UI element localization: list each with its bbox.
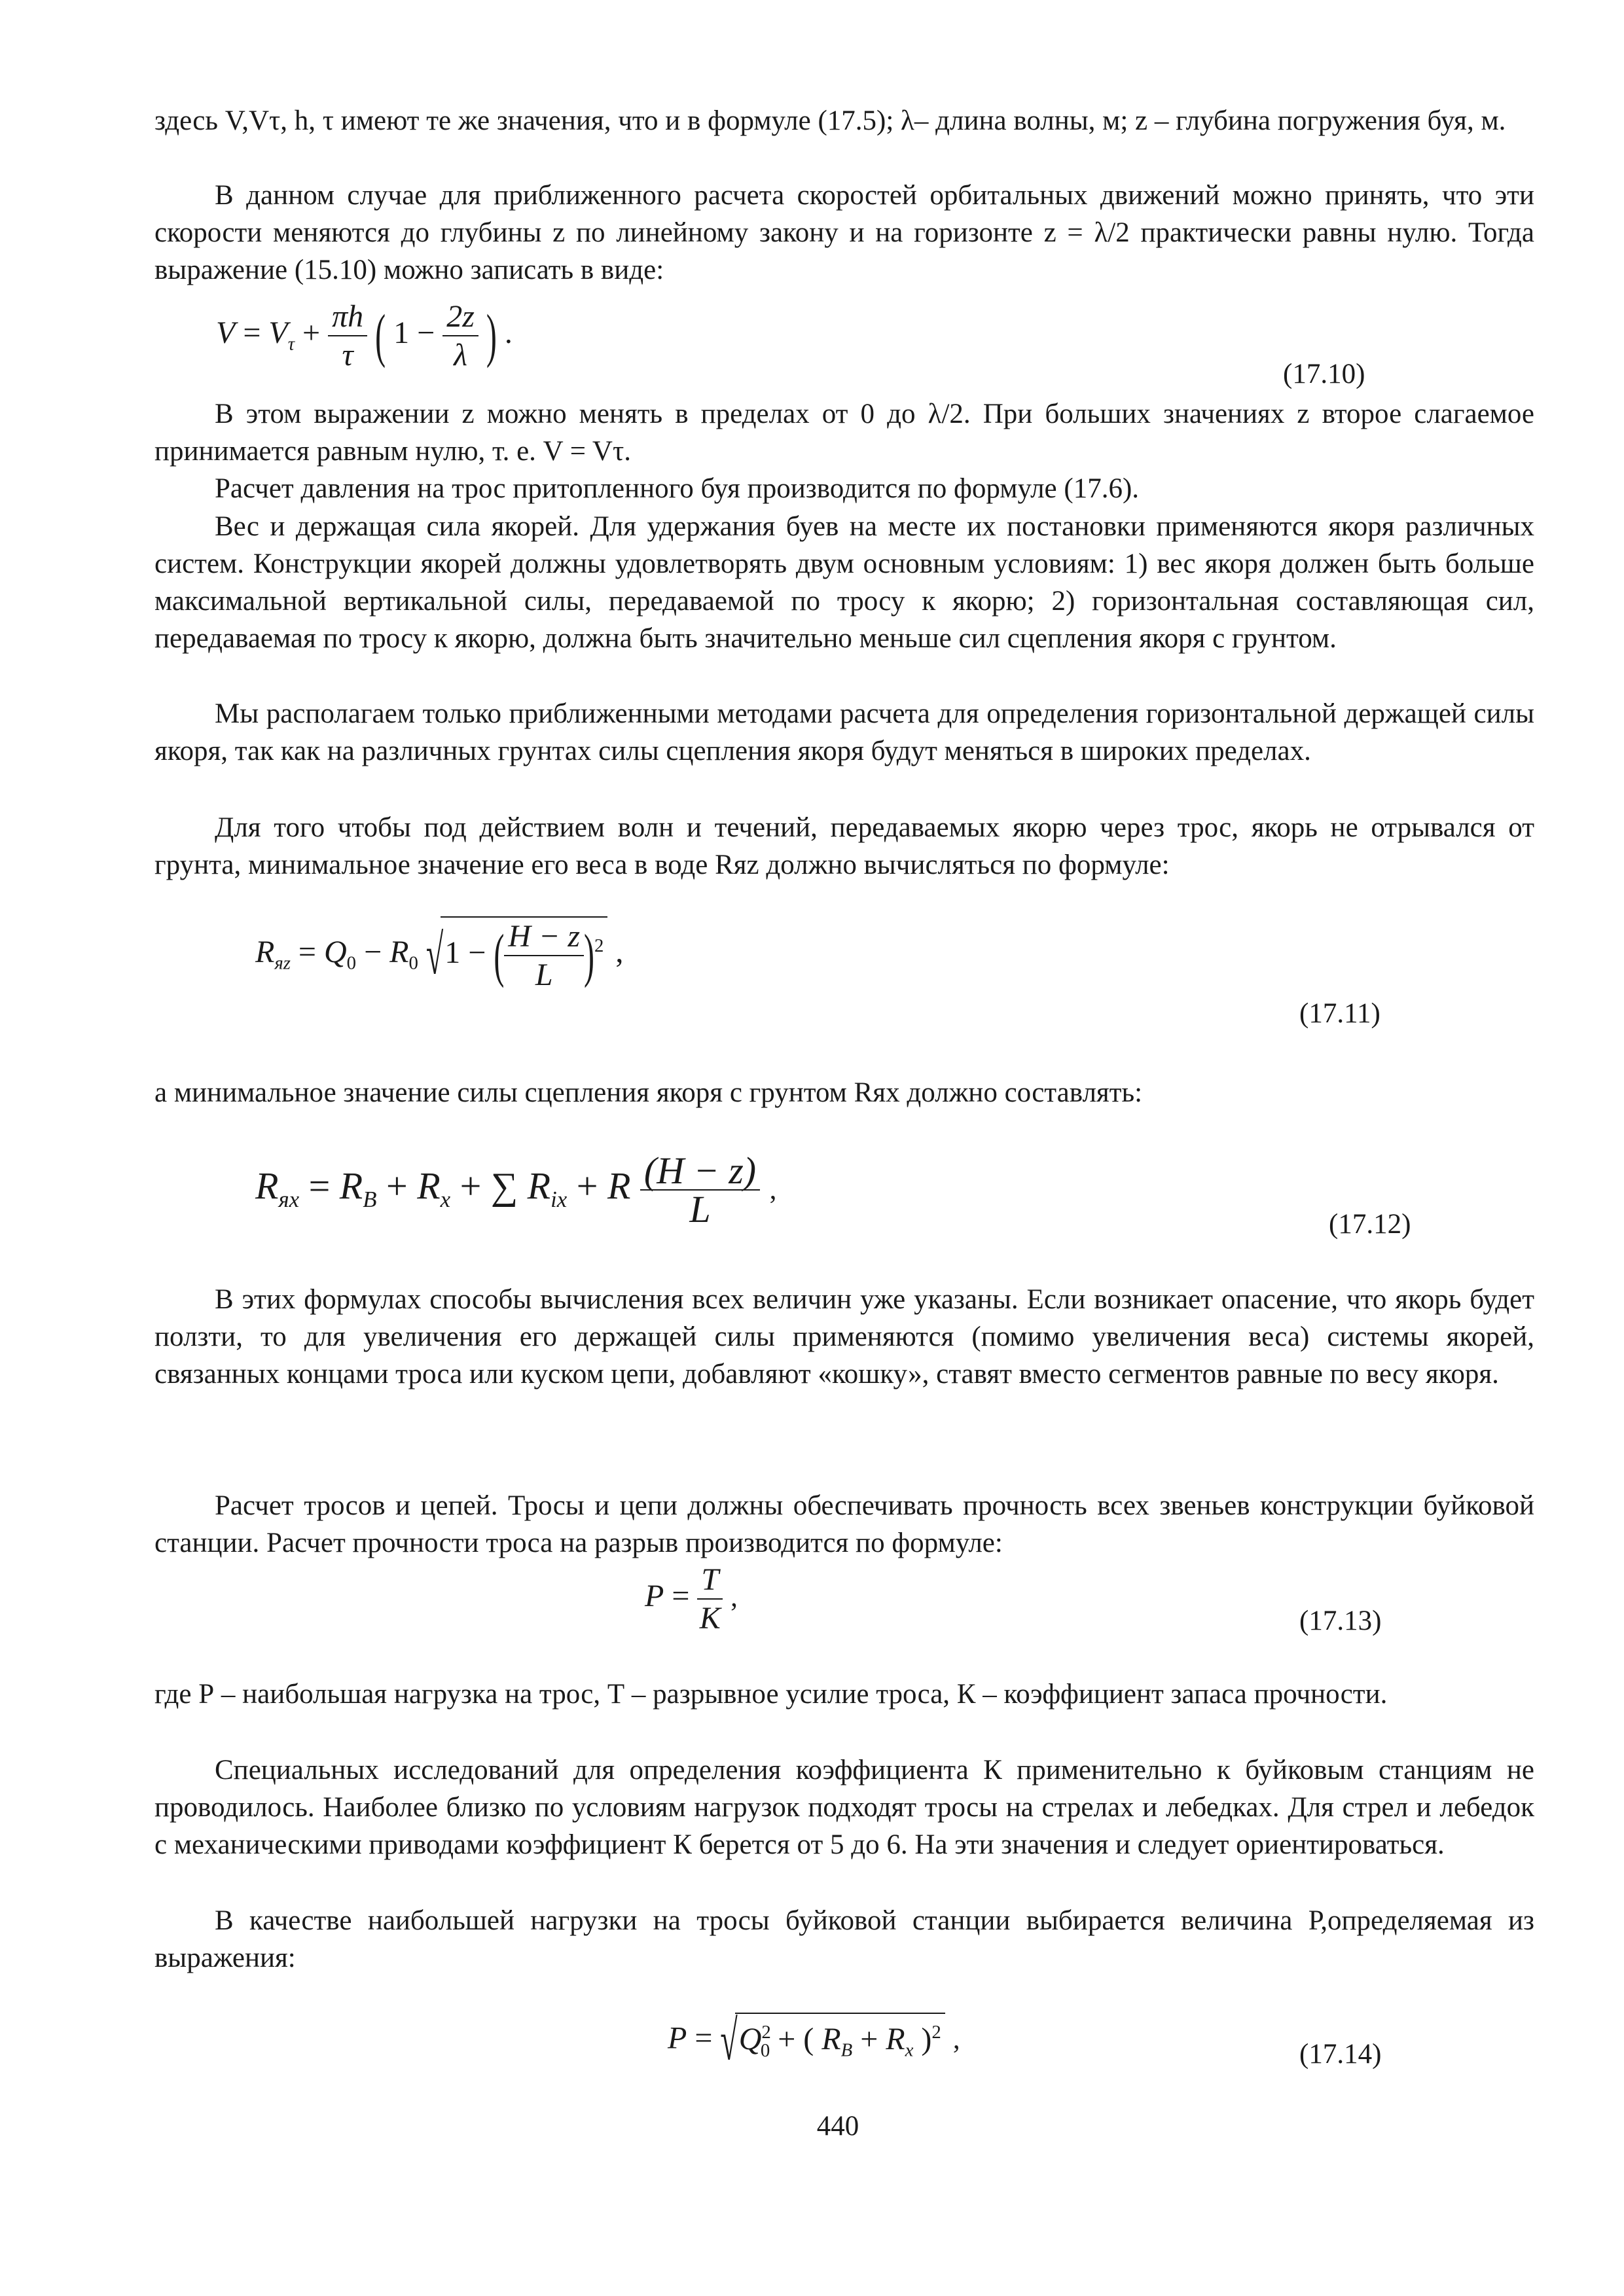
paragraph-3 bbox=[154, 395, 1534, 470]
eq1-vt-sub: τ bbox=[287, 333, 295, 355]
paragraph-1 bbox=[154, 102, 1534, 139]
eq1-one: 1 bbox=[393, 315, 410, 351]
paragraph-11-text: где Р – наибольшая нагрузка на трос, Т – разрывное усилие троса, К – коэффициент запаса прочности. bbox=[154, 1679, 1388, 1710]
eq5-q-sub: 0 bbox=[760, 2039, 770, 2061]
eq1-tail: . bbox=[504, 315, 513, 351]
eq2-lhs: R bbox=[255, 935, 275, 970]
eq2-q-sub: 0 bbox=[346, 952, 357, 974]
equation-17-13-number: (17.13) bbox=[1299, 1605, 1382, 1636]
equation-17-11: $R_{яz} = Q_0 - R_0$ √1 − ( $\frac{H - z}{L}$ )$^2$ , bbox=[255, 916, 623, 994]
paragraph-13 bbox=[154, 1902, 1534, 1977]
paragraph-4-text: Расчет давления на трос притопленного буя производится по формуле (17.6). bbox=[215, 473, 1140, 504]
eq1-num2: 2z bbox=[442, 298, 478, 336]
eq5-rx-sub: x bbox=[905, 2039, 914, 2061]
eq3-tail: , bbox=[769, 1174, 777, 1206]
paragraph-6-text: Мы располагаем только приближенными методами расчета для определения горизонтальной держащей силы якоря, так как на различных грунтах силы сцепления якоря будут меняться в широких пределах. bbox=[154, 698, 1534, 766]
paragraph-5 bbox=[154, 508, 1534, 657]
page-number: 440 bbox=[816, 2111, 859, 2142]
paragraph-9-text: В этих формулах способы вычисления всех величин уже указаны. Если возникает опасение, что якорь будет ползти, то для увеличения его держащей силы применяются (помимо увеличения веса) системы якорей, связанных концами троса или куском цепи, добавляют «кошку», ставят вместо сегментов равные по весу якоря. bbox=[154, 1284, 1534, 1390]
eq2-q: Q bbox=[324, 935, 347, 970]
paragraph-8 bbox=[154, 1074, 1534, 1111]
eq3-rb-sub: B bbox=[363, 1186, 377, 1212]
paragraph-13-text: В качестве наибольшей нагрузки на тросы буйковой станции выбирается величина Р,определяемая из выражения: bbox=[154, 1905, 1534, 1973]
paragraph-3-text: В этом выражении z можно менять в пределах от 0 до λ/2. При больших значениях z второе слагаемое принимается равным нулю, т. е. V = Vτ. bbox=[154, 399, 1534, 467]
eq5-lhs: P bbox=[668, 2020, 687, 2056]
paragraph-2 bbox=[154, 177, 1534, 289]
eq4-den: K bbox=[699, 1601, 721, 1636]
eq1-num: πh bbox=[328, 298, 367, 336]
eq3-sum: ∑ bbox=[490, 1164, 518, 1208]
eq4-frac bbox=[697, 1561, 723, 1637]
eq5-sqrt: $Q^2_0$ + ( $R_B + R_x$ )$^2$ bbox=[735, 2013, 945, 2070]
eq5-q-sup: 2 bbox=[761, 2022, 771, 2043]
eq5-q: Q bbox=[738, 2022, 762, 2056]
eq2-frac bbox=[504, 918, 584, 994]
equation-17-14-number: (17.14) bbox=[1299, 2039, 1382, 2070]
paragraph-6 bbox=[154, 695, 1534, 770]
paragraph-10-text: Расчет тросов и цепей. Тросы и цепи должны обеспечивать прочность всех звеньев конструкции буйковой станции. Расчет прочности троса на разрыв производится по формуле: bbox=[154, 1490, 1534, 1558]
eq3-rx: R bbox=[417, 1164, 441, 1208]
eq1-den: τ bbox=[342, 338, 353, 372]
eq3-num: (H − z) bbox=[640, 1152, 760, 1191]
eq3-rb: R bbox=[339, 1164, 363, 1208]
eq3-frac bbox=[640, 1149, 760, 1230]
equation-17-13: P = $\frac{T}{K}$ , bbox=[645, 1562, 738, 1636]
eq2-one: 1 bbox=[444, 935, 461, 971]
eq3-rix: R bbox=[527, 1164, 551, 1208]
eq2-sqrt: 1 − ( $\frac{H - z}{L}$ )$^2$ bbox=[441, 916, 607, 994]
eq5-tail: , bbox=[952, 2024, 960, 2055]
paragraph-2-text: В данном случае для приближенного расчета скоростей орбитальных движений можно принять, что эти скорости меняются до глубины z по линейному закону и на горизонте z = λ/2 практически равны нулю. Тогда выражение (15.10) можно записать в виде: bbox=[154, 180, 1534, 285]
paragraph-9 bbox=[154, 1281, 1534, 1393]
eq2-lhs-sub: яz bbox=[274, 952, 291, 974]
equation-17-10-number: (17.10) bbox=[1283, 359, 1365, 389]
eq5-rb: R bbox=[821, 2022, 841, 2056]
eq2-tail: , bbox=[615, 935, 624, 970]
eq2-den: L bbox=[535, 958, 553, 992]
eq4-tail: , bbox=[731, 1582, 738, 1613]
eq1-lhs: V bbox=[216, 315, 236, 351]
eq1-vt: V bbox=[268, 315, 288, 351]
eq5-rb-sub: B bbox=[840, 2039, 853, 2061]
eq2-r-sub: 0 bbox=[408, 952, 418, 974]
eq3-lhs: R bbox=[255, 1164, 279, 1208]
eq2-r: R bbox=[389, 935, 409, 970]
eq1-frac-1 bbox=[328, 298, 367, 374]
equation-17-14: $P = √Q^2_0$ + ( $R_B + R_x$ )$^2$ , bbox=[668, 2009, 960, 2072]
paragraph-5-text: Вес и держащая сила якорей. Для удержания буев на месте их постановки применяются якоря различных систем. Конструкции якорей должны удовлетворять двум основным условиям: 1) вес якоря должен быть больше максимальной вертикальной силы, передаваемой по тросу к якорю; 2) горизонтальная составляющая сил, передаваемая по тросу к якорю, должна быть значительно меньше сил сцепления якоря с грунтом. bbox=[154, 511, 1534, 654]
eq4-lhs: P bbox=[645, 1579, 664, 1614]
eq1-frac-2 bbox=[442, 298, 478, 374]
paragraph-7 bbox=[154, 809, 1534, 884]
paragraph-8-text: а минимальное значение силы сцепления якоря с грунтом Rях должно составлять: bbox=[154, 1077, 1143, 1108]
eq5-rx: R bbox=[886, 2022, 905, 2056]
eq5-pow: 2 bbox=[931, 2022, 941, 2043]
paragraph-4 bbox=[154, 470, 1534, 507]
paragraph-11 bbox=[154, 1676, 1534, 1713]
eq4-num: T bbox=[697, 1561, 723, 1600]
equation-17-10: $V = V_\tau$ + $\frac{\pi h}{\tau}$ ( 1 − $\frac{2z}{\lambda}$ ) . bbox=[216, 299, 513, 372]
eq3-rix-sub: ix bbox=[550, 1186, 568, 1212]
equation-17-12: $R_{ях} = R_B + R_x$ + ∑ $R_{ix} + R$ $\frac{(H - z)}{L}$ , bbox=[255, 1149, 777, 1230]
eq3-den: L bbox=[689, 1188, 711, 1230]
paragraph-12 bbox=[154, 1751, 1534, 1863]
eq3-rx-sub: x bbox=[440, 1186, 451, 1212]
eq1-den2: λ bbox=[454, 338, 467, 372]
equation-17-12-number: (17.12) bbox=[1329, 1209, 1411, 1240]
eq3-lhs-sub: ях bbox=[278, 1186, 300, 1212]
paragraph-12-text: Специальных исследований для определения коэффициента К применительно к буйковым станциям не проводилось. Наиболее близко по условиям нагрузок подходят тросы на стрелах и лебедках. Для стрел и лебедок с механическими приводами коэффициент К берется от 5 до 6. На эти значения и следует ориентироваться. bbox=[154, 1755, 1534, 1860]
eq2-num: H − z bbox=[504, 918, 584, 956]
equation-17-11-number: (17.11) bbox=[1299, 998, 1380, 1029]
paragraph-10 bbox=[154, 1487, 1534, 1562]
paragraph-1-text: здесь V,Vτ, h, τ имеют те же значения, что и в формуле (17.5); λ– длина волны, м; z – глубина погружения буя, м. bbox=[154, 105, 1506, 136]
eq3-r: R bbox=[607, 1164, 631, 1208]
eq2-pow: 2 bbox=[594, 935, 604, 957]
paragraph-7-text: Для того чтобы под действием волн и течений, передаваемых якорю через трос, якорь не отрывался от грунта, минимальное значение его веса в воде Rяz должно вычисляться по формуле: bbox=[154, 812, 1534, 880]
